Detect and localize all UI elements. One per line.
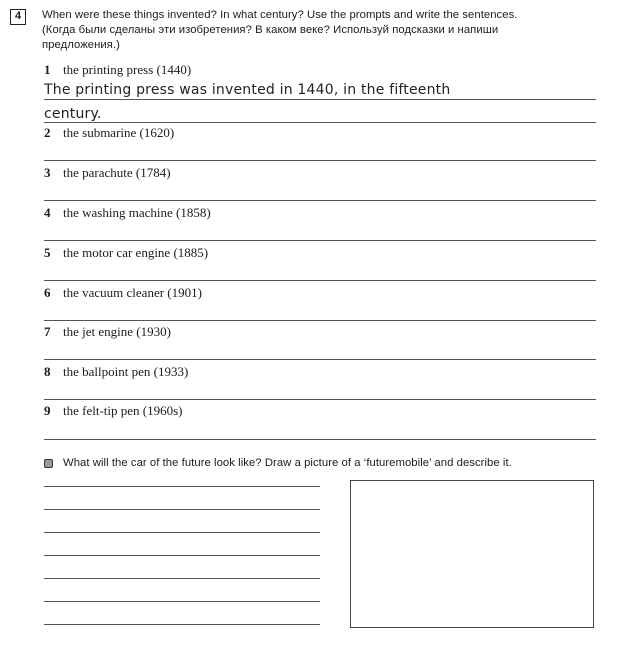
item-number: 7 — [44, 324, 51, 339]
item-number: 9 — [44, 403, 51, 418]
item-text: the motor car engine (1885) — [63, 245, 209, 260]
answer-line[interactable] — [44, 359, 596, 360]
description-line[interactable] — [44, 578, 320, 579]
handwritten-answer-line2: century. — [44, 106, 102, 122]
bonus-task-icon — [44, 459, 53, 468]
description-line[interactable] — [44, 555, 320, 556]
item-text: the printing press (1440) — [63, 62, 192, 77]
description-line[interactable] — [44, 486, 320, 487]
prompt-item-7 — [44, 324, 171, 340]
instruction-english: When were these things invented? In what century? Use the prompts and write the sentences. — [42, 9, 518, 21]
prompt-item-6 — [44, 285, 202, 301]
instruction-russian-line2: предложения.) — [42, 39, 120, 51]
item-text: the felt-tip pen (1960s) — [63, 403, 183, 418]
answer-line[interactable] — [44, 200, 596, 201]
answer-line[interactable] — [44, 160, 596, 161]
description-line[interactable] — [44, 624, 320, 625]
prompt-item-9 — [44, 403, 183, 419]
item-text: the ballpoint pen (1933) — [63, 364, 189, 379]
description-line[interactable] — [44, 509, 320, 510]
item-text: the vacuum cleaner (1901) — [63, 285, 202, 300]
item-number: 1 — [44, 62, 51, 77]
prompt-item-1 — [44, 62, 191, 78]
prompt-item-5 — [44, 245, 208, 261]
description-line[interactable] — [44, 532, 320, 533]
item-text: the submarine (1620) — [63, 125, 175, 140]
answer-line[interactable] — [44, 320, 596, 321]
item-text: the jet engine (1930) — [63, 324, 171, 339]
answer-line[interactable] — [44, 122, 596, 123]
description-line[interactable] — [44, 601, 320, 602]
item-number: 8 — [44, 364, 51, 379]
bonus-task-text: What will the car of the future look like? Draw a picture of a ‘futuremobile’ and describe it. — [63, 457, 512, 469]
exercise-number: 4 — [10, 9, 26, 25]
answer-line[interactable] — [44, 280, 596, 281]
instruction-russian-line1: (Когда были сделаны эти изобретения? В каком веке? Используй подсказки и напиши — [42, 24, 499, 36]
prompt-item-3 — [44, 165, 171, 181]
item-number: 6 — [44, 285, 51, 300]
answer-line[interactable] — [44, 399, 596, 400]
answer-line[interactable] — [44, 240, 596, 241]
prompt-item-2 — [44, 125, 174, 141]
drawing-box[interactable] — [350, 480, 594, 628]
prompt-item-4 — [44, 205, 211, 221]
item-text: the parachute (1784) — [63, 165, 171, 180]
answer-line[interactable] — [44, 439, 596, 440]
handwritten-answer-line1: The printing press was invented in 1440, in the fifteenth — [44, 82, 451, 98]
item-number: 4 — [44, 205, 51, 220]
item-text: the washing machine (1858) — [63, 205, 211, 220]
item-number: 2 — [44, 125, 51, 140]
item-number: 5 — [44, 245, 51, 260]
prompt-item-8 — [44, 364, 188, 380]
answer-line[interactable] — [44, 99, 596, 100]
item-number: 3 — [44, 165, 51, 180]
